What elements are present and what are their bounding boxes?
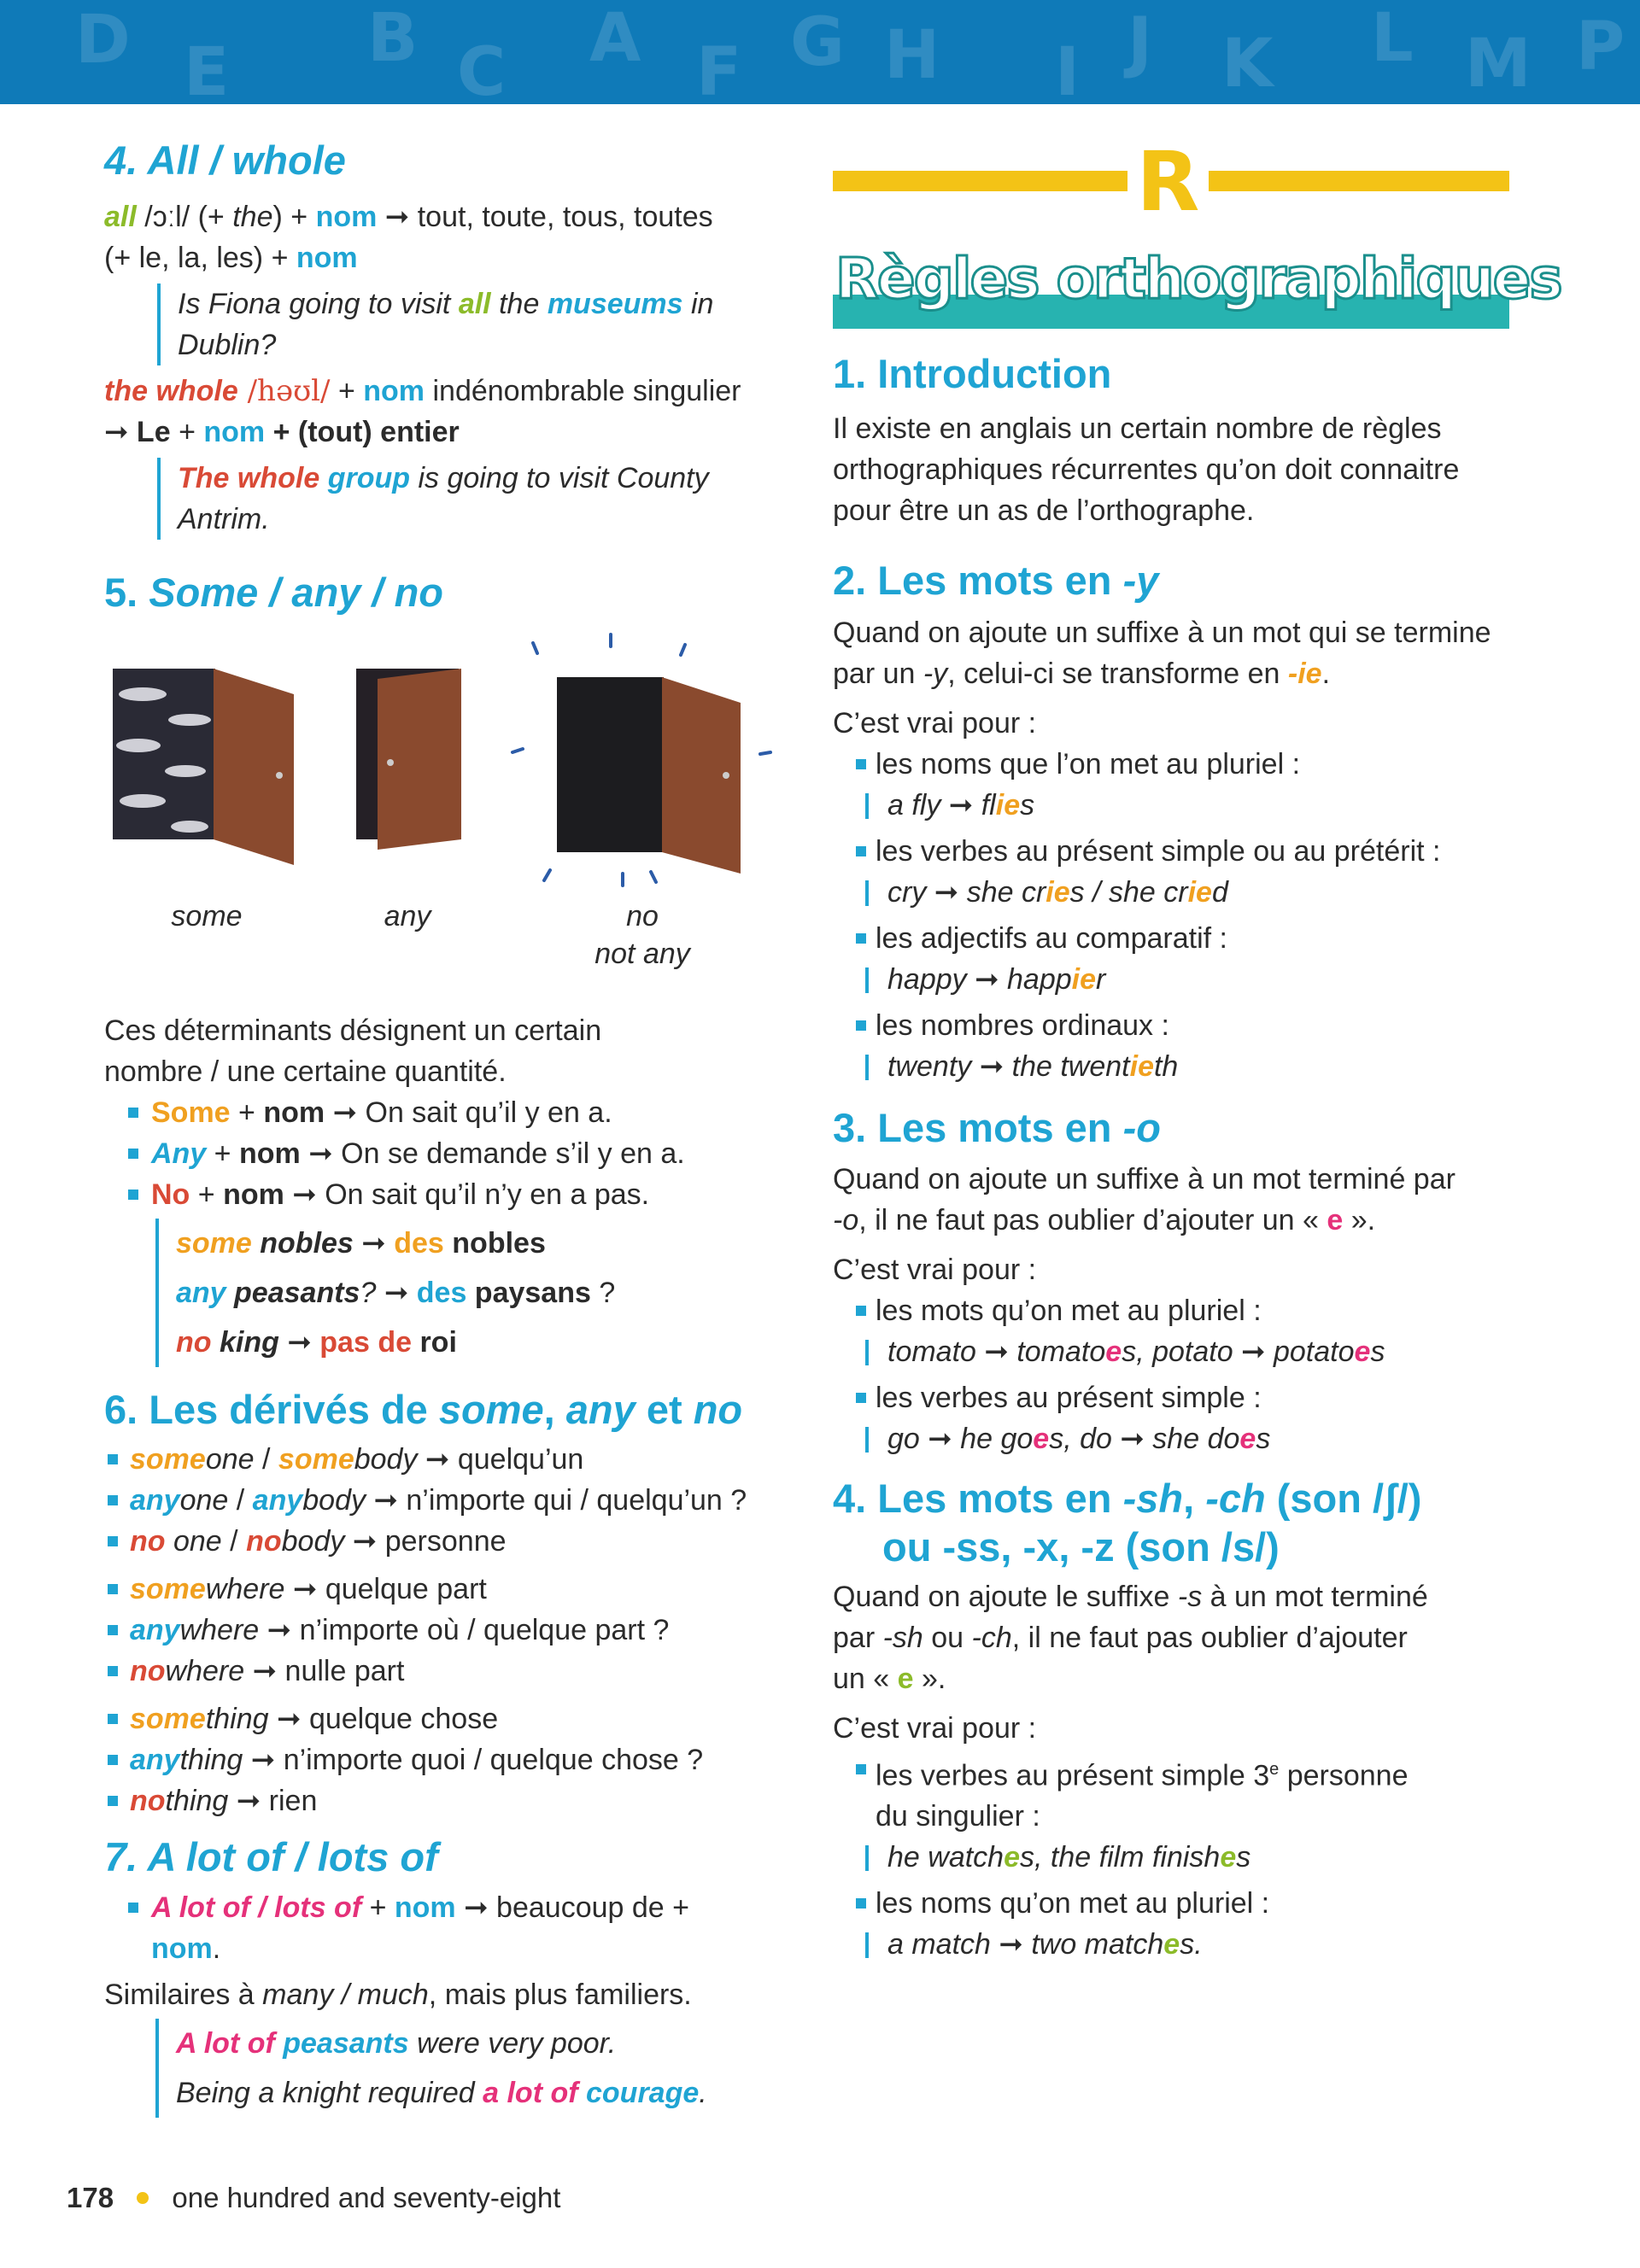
whole-rule: the whole /həʊl/ + nom indénombrable singulier ➞ Le + nom + (tout) entier [104,374,741,449]
list-item: nowhere ➞ nulle part [104,1651,788,1692]
page-number-words: one hundred and seventy-eight [172,2182,561,2213]
similaires-text: Similaires à many / much, mais plus familiers. [104,1978,692,2011]
a-lot-of-bullet-cont: nom. [151,1932,221,1965]
whole-example: The whole group is going to visit County Antrim. [157,458,788,540]
list-item: anything ➞ n’importe quoi / quelque chose ? [104,1739,788,1780]
banner-letter: E [184,34,230,104]
left-column [104,137,788,2118]
alphabet-banner [0,0,1640,104]
caption-some: some [171,899,243,932]
section-some-any-no-title: 5. Some / any / no [104,570,444,616]
determiners-examples: some nobles ➞ des nobles any peasants? ➞ des paysans ? no king ➞ pas de roi [155,1219,788,1367]
banner-letter: D [75,2,131,79]
caption-any: any [384,899,431,932]
mots-sh-ch-text: Quand on ajoute le suffixe -s à un mot terminé par -sh ou -ch, il ne faut pas oublier d’ajouter un « e ». C’est vrai pour : [833,1580,1428,1745]
list-item: anyone / anybody ➞ n’importe qui / quelqu’un ? [104,1480,788,1521]
example-line: tomato ➞ tomatoes, potato ➞ potatoes [857,1331,1512,1372]
banner-letter: A [589,0,641,77]
list-item: les verbes au présent simple 3e personne [833,1749,1512,1796]
example-line: a match ➞ two matches. [857,1924,1512,1965]
page-footer [67,2182,560,2214]
mots-o-text: Quand on ajoute un suffixe à un mot terminé par -o, il ne faut pas oublier d’ajouter un « e ». C’est vrai pour : [833,1163,1456,1287]
list-item: les adjectifs au comparatif : [833,918,1512,959]
caption-not-any: not any [594,937,690,970]
list-item: someone / somebody ➞ quelqu’un [104,1439,788,1480]
any-bullet: Any + nom ➞ On se demande s’il y en a. [104,1133,788,1174]
right-column [833,350,1512,1970]
list-item: somewhere ➞ quelque part [104,1569,788,1610]
banner-letter: M [1465,26,1532,102]
banner-letter: K [1221,26,1274,102]
list-item: les mots qu’on met au pluriel : [833,1290,1512,1331]
section-a-lot-of-title: 7. A lot of / lots of [104,1834,438,1880]
example-line: a fly ➞ flies [857,785,1512,826]
page-number: 178 [67,2182,114,2213]
example-line: he watches, the film finishes [857,1837,1512,1878]
list-item: something ➞ quelque chose [104,1698,788,1739]
list-item: no one / nobody ➞ personne [104,1521,788,1562]
example-line: cry ➞ she cries / she cried [857,872,1512,913]
banner-letter: J [1128,4,1153,81]
example-line: go ➞ he goes, do ➞ she does [857,1418,1512,1459]
no-bullet: No + nom ➞ On sait qu’il n’y en a pas. [104,1174,788,1215]
section-introduction-title: 1. Introduction [833,351,1112,396]
list-item: les noms que l’on met au pluriel : [833,744,1512,785]
a-lot-of-examples: A lot of peasants were very poor. Being a knight required a lot of courage. [155,2019,788,2118]
determiners-intro: Ces déterminants désignent un certain nombre / une certaine quantité. [104,1014,602,1088]
some-bullet: Some + nom ➞ On sait qu’il y en a. [104,1092,788,1133]
list-item: les verbes au présent simple : [833,1377,1512,1418]
all-rule: all /ɔːl/ (+ the) + nom ➞ tout, toute, tous, toutes (+ le, la, les) + nom [104,201,713,275]
list-item-cont: du singulier : [876,1800,1040,1833]
banner-letter: F [696,34,742,104]
example-line: twenty ➞ the twentieth [857,1046,1512,1087]
list-item: les noms qu’on met au pluriel : [833,1883,1512,1924]
section-all-whole-title: 4. All / whole [104,137,346,183]
banner-letter: L [1371,0,1414,77]
all-example: Is Fiona going to visit all the museums in Dublin? [157,284,788,365]
footer-dot-icon [137,2192,149,2204]
example-line: happy ➞ happier [857,959,1512,1000]
list-item: les verbes au présent simple ou au prétérit : [833,831,1512,872]
section-mots-y-title: 2. Les mots en -y [833,558,1159,604]
list-item: anywhere ➞ n’importe où / quelque part ? [104,1610,788,1651]
banner-letter: I [1055,34,1081,104]
section-derives-title: 6. Les dérivés de some, any et no [104,1386,743,1432]
list-item: les nombres ordinaux : [833,1005,1512,1046]
banner-letter: H [884,17,940,94]
caption-no: no [626,899,659,932]
introduction-text: Il existe en anglais un certain nombre de règles orthographiques récurrentes qu’on doit connaitre pour être un as de l’orthographe. [833,412,1460,528]
section-letter-r: R [1128,135,1209,229]
banner-letter: G [790,4,846,81]
derives-list [104,1439,788,1821]
doors-illustration [104,626,788,1010]
banner-letter: P [1576,9,1625,85]
list-item: nothing ➞ rien [104,1780,788,1821]
section-mots-sh-ch-title: 4. Les mots en -sh, -ch (son /ʃ/) ou -ss, -x, -z (son /s/) [833,1476,1422,1569]
section-mots-o-title: 3. Les mots en -o [833,1104,1161,1150]
banner-letter: B [367,0,419,77]
mots-y-text: Quand on ajoute un suffixe à un mot qui se termine par un -y, celui-ci se transforme en -ie. C’est vrai pour : [833,616,1491,739]
banner-letter: C [457,34,507,104]
a-lot-of-bullet: A lot of / lots of + nom ➞ beaucoup de + [104,1887,788,1928]
r-page-title: Règles orthographiques [835,246,1561,312]
